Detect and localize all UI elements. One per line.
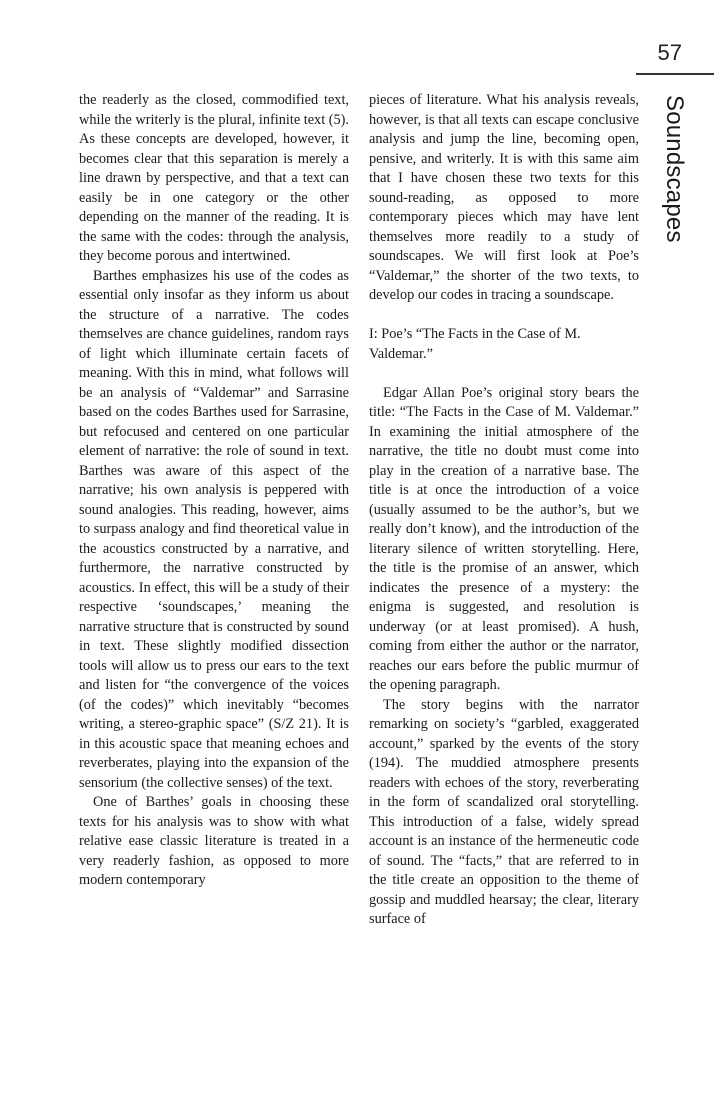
spacer xyxy=(369,364,639,384)
page-number: 57 xyxy=(657,40,682,65)
running-head: Soundscapes xyxy=(661,95,688,243)
paragraph: The story begins with the narrator remarking on society’s “garbled, exaggerated account,” sparked by the events of the story (194). The muddied atmosphere presents readers with echoes of the story, reverberating in the form of scandalized oral storytelling. This introduction of a false, widely spread account is an instance of the hermeneutic code of sound. The “facts,” that are referred to in the title create an opposition to the theme of gossip and muddled hearsay; the clear, literary surface of xyxy=(369,696,639,927)
left-column xyxy=(79,91,349,891)
paragraph: Barthes emphasizes his use of the codes as essential only insofar as they inform us about the structure of a narrative. The codes themselves are chance guidelines, random rays of light which illuminate certain facets of meaning. With this in mind, what follows will be an analysis of “Valdemar” and Sarrasine based on the codes Barthes used for Sarrasine, but refocused and centered on one particular element of narrative: the role of sound in text. Barthes was aware of this aspect of the narrative; his own analysis is peppered with sound analogies. This reading, however, aims to surpass analogy and find theoretical value in the acoustics constructed by a narrative, and furthermore, the narrative constructed by acoustics. In effect, this will be a study of their respective ‘soundscapes,’ meaning the narrative structure that is constructed by sound in text. These slightly modified dissection tools will allow us to press our ears to the text and listen for “the convergence of the voices (of the codes)” which inevitably “becomes writing, a stereo-graphic space” (S/Z 21). It is in this acoustic space that meaning echoes and reverberates, playing into the expansion of the sensorium (the collective senses) of the text. xyxy=(79,267,349,791)
paragraph: the readerly as the closed, commodified text, while the writerly is the plural, infinite text (5). As these concepts are developed, however, it becomes clear that this separation is merely a line drawn by perspective, and that a text can easily be in one category or the other depending on the manner of the reading. It is the same with the codes: through the analysis, they become porous and intertwined. xyxy=(79,92,349,264)
paragraph: Edgar Allan Poe’s original story bears the title: “The Facts in the Case of M. Valdemar.” In examining the initial atmosphere of the narrative, the title no doubt must come into play in the creation of a narrative base. The title is at once the introduction of a voice (usually assumed to be the author’s, but we really don’t know), and the introduction of the literary silence of written storytelling. Here, the title is the promise of an answer, which indicates the presence of a mystery: the enigma is suggested, and resolution is underway (or at least promised). A hush, coming from either the author or the narrator, reaches our ears before the public murmur of the opening paragraph. xyxy=(369,384,639,693)
right-column xyxy=(369,91,639,930)
paragraph: One of Barthes’ goals in choosing these texts for his analysis was to show with what relative ease classic literature is treated in a very readerly fashion, as opposed to more modern contemporary xyxy=(79,794,349,888)
section-heading: I: Poe’s “The Facts in the Case of M. Valdemar.” xyxy=(369,326,581,362)
spacer xyxy=(369,306,639,326)
paragraph: pieces of literature. What his analysis reveals, however, is that all texts can escape conclusive analysis and jump the line, becoming open, pensive, and writerly. It is with this same aim that I have chosen these two texts for this sound-reading, as opposed to more contemporary pieces which may have lent themselves more readily to a study of soundscapes. We will first look at Poe’s “Valdemar,” the shorter of the two texts, to develop our codes in tracing a soundscape. xyxy=(369,92,639,303)
header-rule xyxy=(636,73,714,75)
